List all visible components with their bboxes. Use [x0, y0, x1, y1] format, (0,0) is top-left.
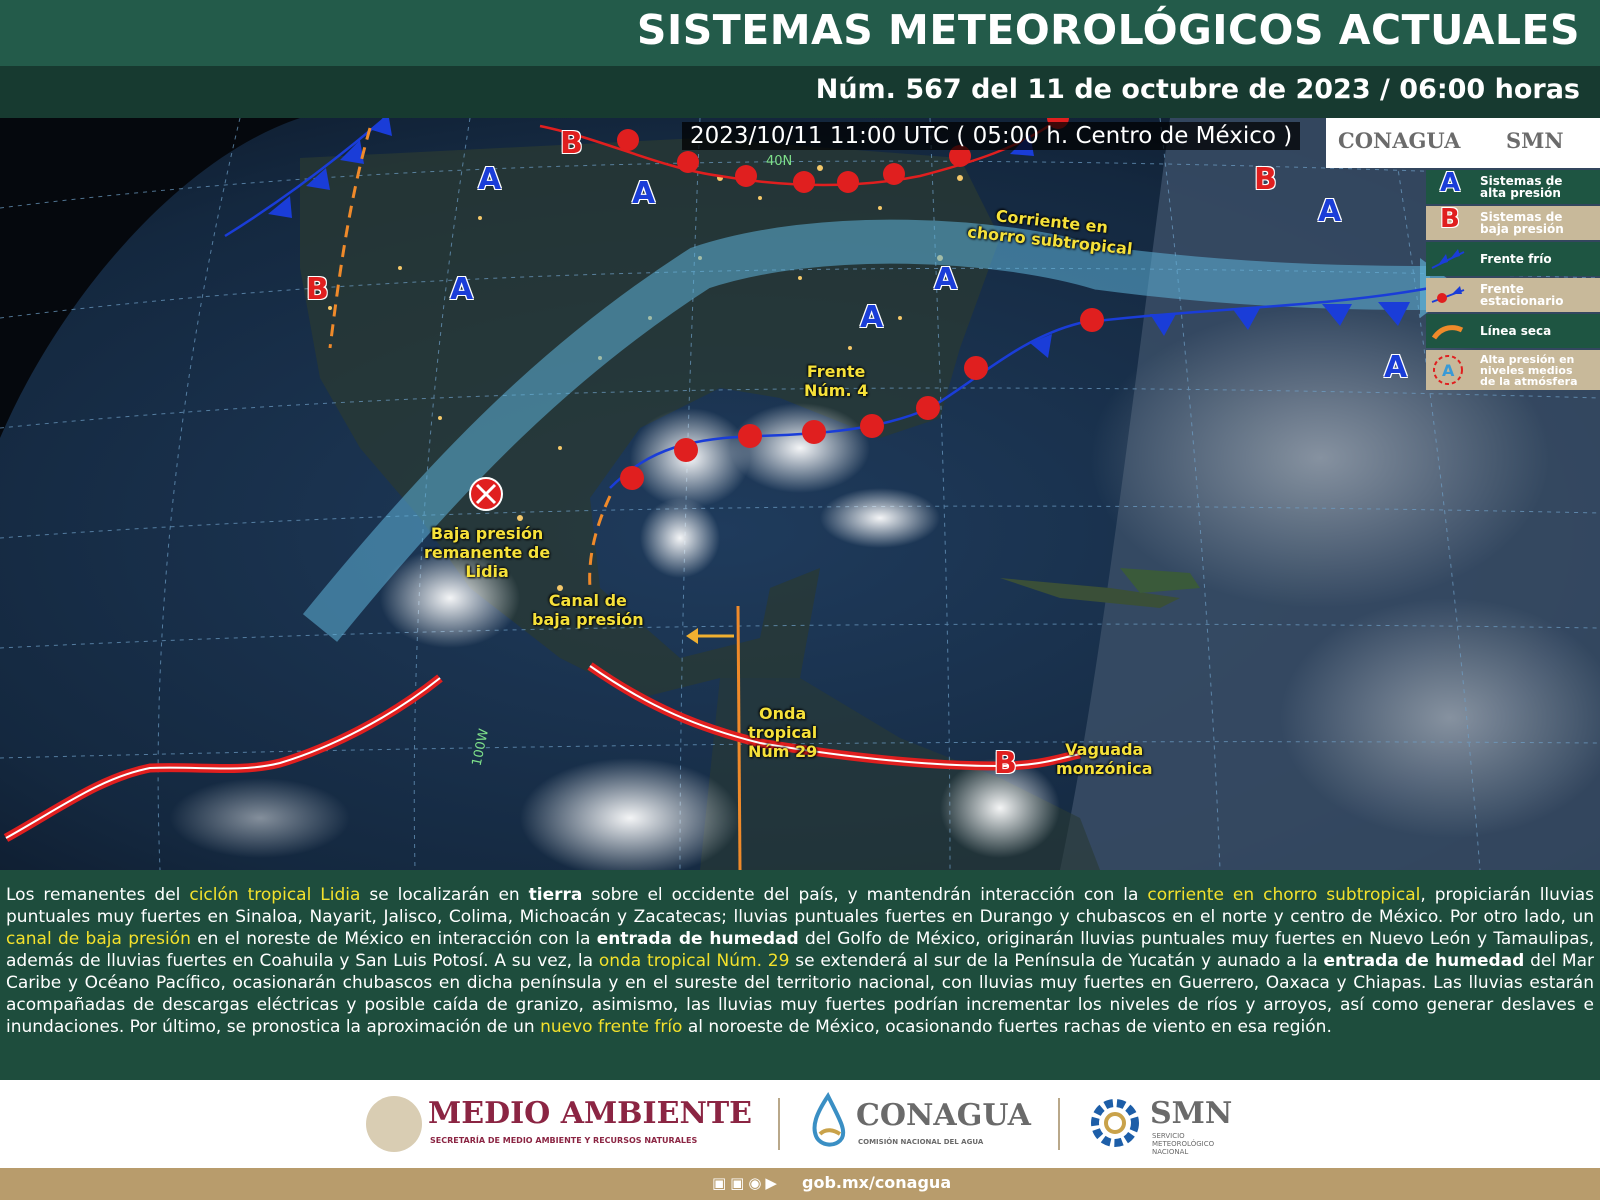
forecast-description: [0, 870, 1600, 1080]
header-subtitle-bar: [0, 66, 1600, 118]
lidia-label: Baja presión remanente de Lidia: [424, 524, 551, 581]
satellite-timestamp: 2023/10/11 11:00 UTC ( 05:00 h. Centro de México ): [682, 122, 1300, 150]
paragraph-text: en el noreste de México en interacción con la: [190, 929, 597, 949]
tropical-wave-label: Onda tropical Núm 29: [748, 704, 818, 761]
legend-label: Sistemas de alta presión: [1480, 174, 1563, 200]
longitude-label: 100W: [469, 727, 493, 768]
bold-term: entrada de humedad: [596, 929, 799, 949]
footer-divider: [1058, 1098, 1060, 1150]
legend-label: Sistemas de baja presión: [1480, 210, 1564, 236]
conagua-drop-icon: [806, 1092, 850, 1152]
medio-ambiente-subtext: SECRETARÍA DE MEDIO AMBIENTE Y RECURSOS NATURALES: [430, 1136, 698, 1145]
paragraph-text: , propiciarán lluvias puntuales muy fuertes en Sinaloa, Nayarit, Jalisco, Colima, Michoacán y Zacatecas; lluvias puntuales fuertes en Durango y chubascos en el norte y centro de México. Por otro lado, un: [6, 885, 1594, 927]
highlighted-term: corriente en chorro subtropical: [1147, 885, 1421, 905]
high-pressure-marker: A: [450, 272, 474, 307]
svg-text:A: A: [1442, 361, 1455, 380]
paragraph-text: del Mar Caribe y Océano Pacífico, ocasionarán chubascos en dicha península y en el sureste del territorio nacional, con lluvias muy fuertes en Guerrero, Oaxaca y Chiapas. Las lluvias estarán acompañadas de descargas eléctricas y posible caída de granizo, asimismo, las lluvias muy fuertes podrían incrementar los niveles de ríos y arroyos, así como generar deslaves e inundaciones. Por último, se pronostica la aproximación de un: [6, 951, 1594, 1037]
trough-label: Canal de baja presión: [532, 591, 644, 629]
legend-row-low-pressure: [1426, 206, 1600, 240]
high-pressure-marker: A: [632, 176, 656, 211]
high-pressure-marker: A: [1318, 194, 1342, 229]
smn-footer-subtext: SERVICIO METEOROLÓGICO NACIONAL: [1152, 1132, 1215, 1156]
paragraph-text: al noroeste de México, ocasionando fuertes rachas de viento en esa región.: [682, 1017, 1332, 1037]
legend-row-upper-high: [1426, 350, 1600, 390]
highlighted-term: canal de baja presión: [6, 929, 191, 949]
low-pressure-legend-icon: B: [1440, 204, 1460, 234]
social-media-icons[interactable]: ▣▣◉▶: [712, 1174, 781, 1192]
low-pressure-marker: B: [994, 746, 1017, 781]
conagua-footer-subtext: COMISIÓN NACIONAL DEL AGUA: [858, 1138, 984, 1146]
institution-footer: [0, 1080, 1600, 1168]
bottom-link-bar: [0, 1168, 1600, 1200]
paragraph-text: Los remanentes del: [6, 885, 190, 905]
front-num-4-label: Frente Núm. 4: [804, 362, 869, 400]
paragraph-text: del Golfo de México, originarán lluvias puntuales muy fuertes en Nuevo León y Tamaulipas, además de lluvias fuertes en Coahuila y San Luis Potosí. A su vez, la: [6, 929, 1594, 971]
legend-row-cold-front: [1426, 242, 1600, 276]
lidia-remnant-low-icon: [470, 478, 502, 510]
high-pressure-marker: A: [934, 262, 958, 297]
jet-stream-label: Corriente en chorro subtropical: [966, 206, 1134, 259]
legend-row-high-pressure: [1426, 170, 1600, 204]
bulletin-number-date: Núm. 567 del 11 de octubre de 2023 / 06:00 horas: [815, 74, 1580, 105]
low-pressure-marker: B: [1254, 162, 1277, 197]
satellite-weather-map: [0, 118, 1600, 870]
dry-line-icon: [1430, 316, 1466, 346]
low-pressure-marker: B: [560, 126, 583, 161]
highlighted-term: ciclón tropical Lidia: [189, 885, 361, 905]
highlighted-term: onda tropical Núm. 29: [598, 951, 790, 971]
bold-term: entrada de humedad: [1323, 951, 1525, 971]
paragraph-text: sobre el occidente del país, y mantendrán interacción con la: [582, 885, 1148, 905]
monsoon-trough-label: Vaguada monzónica: [1056, 740, 1153, 778]
conagua-logo-text: CONAGUA: [1338, 128, 1461, 153]
latitude-label: 40N: [766, 154, 793, 169]
conagua-footer-logo: [806, 1092, 1046, 1156]
smn-logo-text: SMN: [1506, 128, 1564, 153]
smn-footer-logo: [1086, 1092, 1266, 1156]
highlighted-term: nuevo frente frío: [540, 1017, 683, 1037]
legend-row-dry-line: [1426, 314, 1600, 348]
top-logos: [1326, 118, 1600, 168]
smn-gear-icon: [1086, 1094, 1144, 1152]
upper-high-icon: [1430, 352, 1466, 382]
high-pressure-marker: A: [478, 162, 502, 197]
bold-term: tierra: [528, 885, 583, 905]
smn-footer-text: SMN: [1150, 1096, 1233, 1131]
conagua-url-link[interactable]: gob.mx/conagua: [802, 1173, 952, 1192]
legend-label: Frente frío: [1480, 252, 1552, 266]
mexico-emblem-icon: [366, 1096, 422, 1152]
cold-front-icon: [1430, 244, 1466, 274]
legend-label: Alta presión en niveles medios de la atmósfera: [1480, 352, 1578, 388]
medio-ambiente-logo: [366, 1092, 766, 1156]
high-pressure-legend-icon: A: [1440, 168, 1461, 198]
high-pressure-marker: A: [860, 300, 884, 335]
high-pressure-marker: A: [1384, 350, 1408, 385]
legend-label: Línea seca: [1480, 324, 1552, 338]
medio-ambiente-text: MEDIO AMBIENTE: [428, 1096, 753, 1131]
footer-divider: [778, 1098, 780, 1150]
paragraph-text: se localizarán en: [360, 885, 529, 905]
forecast-paragraph: [0, 870, 1600, 1038]
stationary-front-icon: [1430, 280, 1466, 310]
paragraph-text: se extenderá al sur de la Península de Yucatán y aunado a la: [789, 951, 1324, 971]
map-legend: [1426, 170, 1600, 392]
page-title: SISTEMAS METEOROLÓGICOS ACTUALES: [636, 6, 1580, 54]
low-pressure-marker: B: [306, 272, 329, 307]
legend-row-stationary-front: [1426, 278, 1600, 312]
conagua-footer-text: CONAGUA: [856, 1098, 1031, 1133]
legend-label: Frente estacionario: [1480, 282, 1564, 308]
header-title-bar: [0, 0, 1600, 66]
